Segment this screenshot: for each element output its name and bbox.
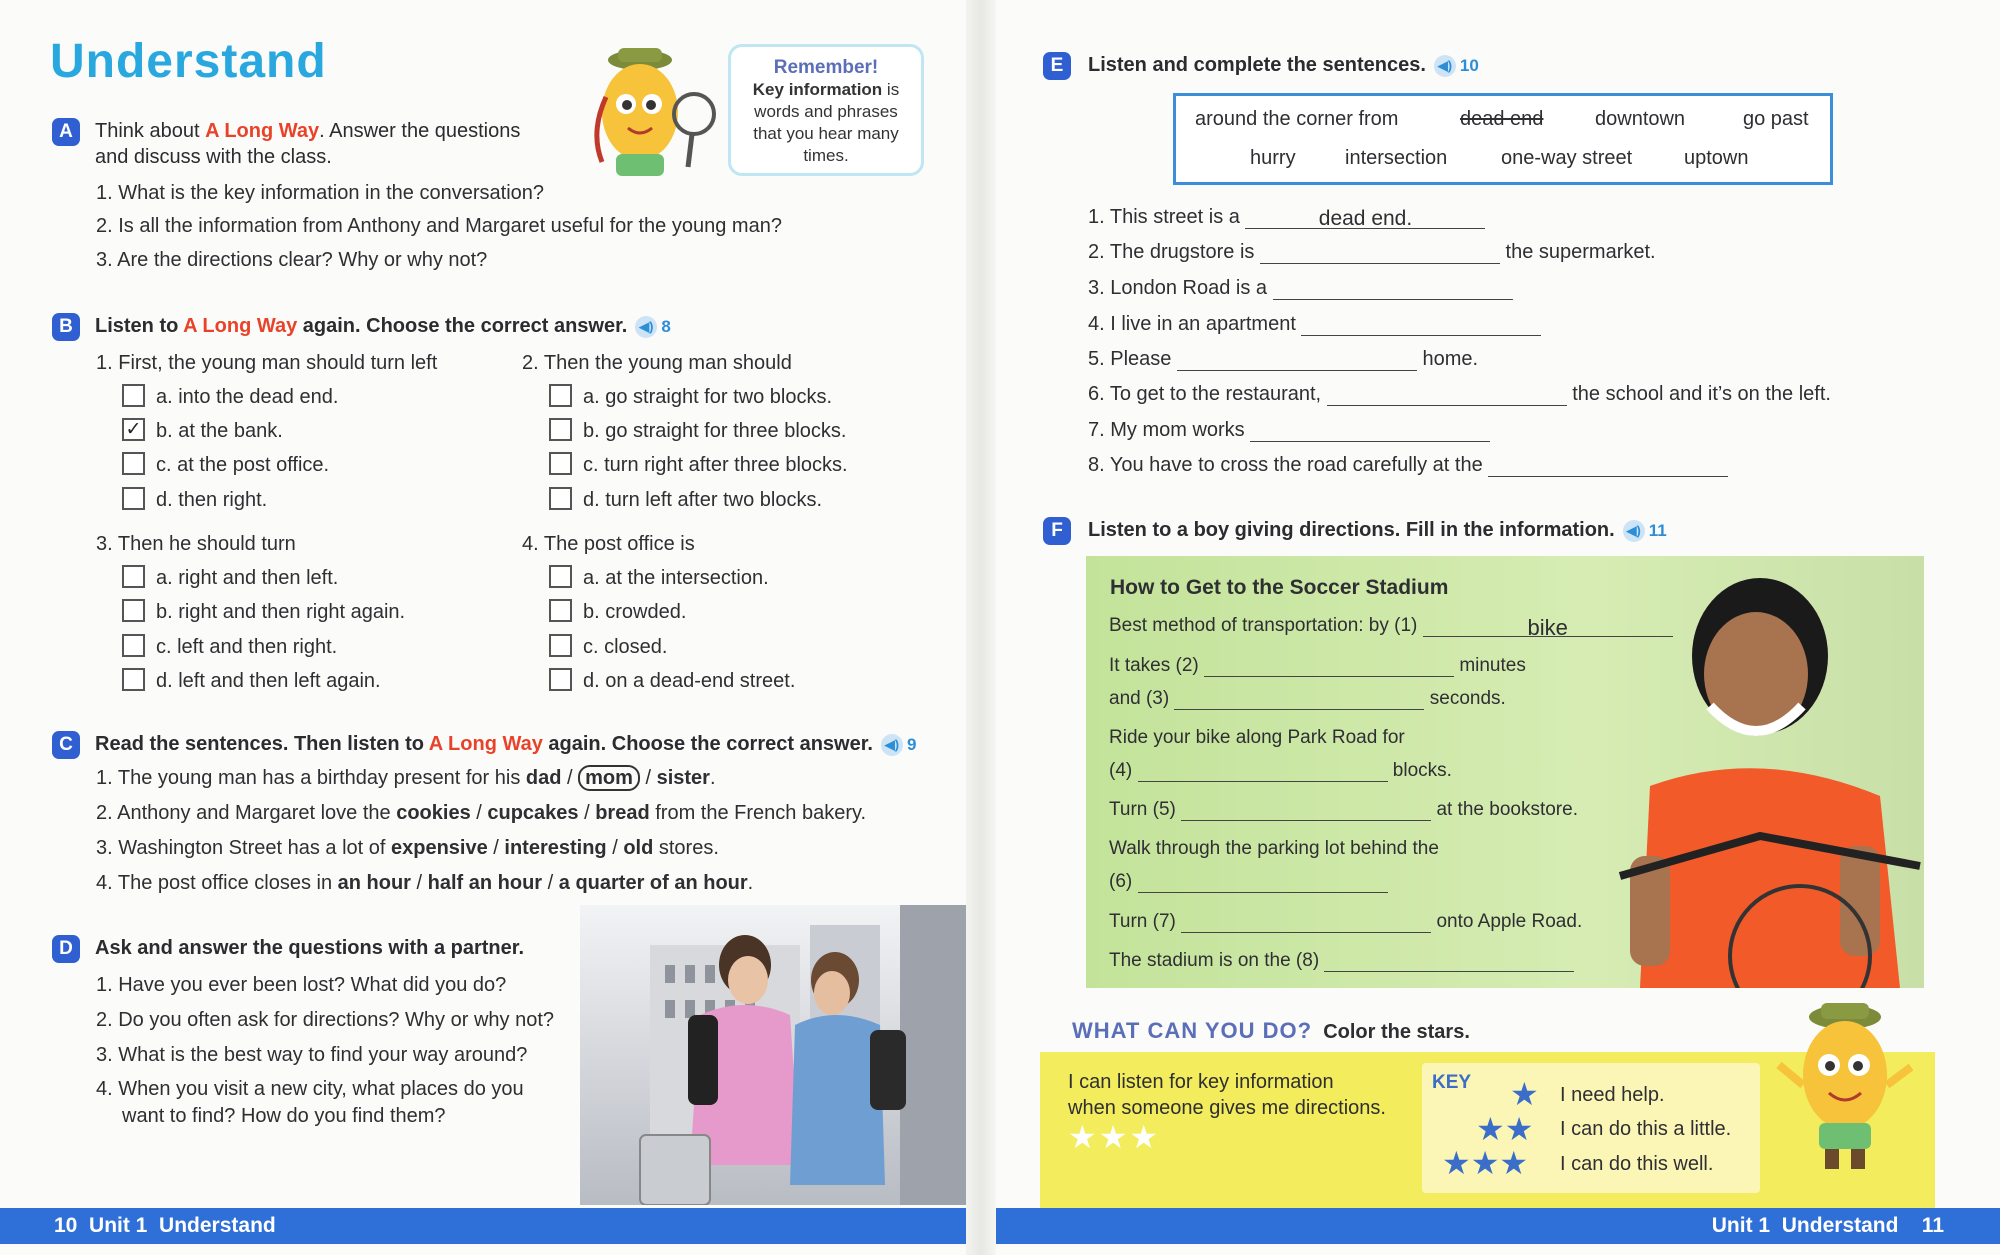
page-number: 10 (54, 1214, 78, 1237)
speaker-icon: ◀) (881, 734, 903, 756)
answer-blank[interactable]: bike (1423, 615, 1673, 637)
audio-track-8[interactable]: ◀) 8 (635, 316, 670, 338)
f-line-10: The stadium is on the (8) (1109, 950, 1574, 972)
word-bank-item: uptown (1684, 147, 1749, 169)
option-text: b. at the bank. (156, 420, 283, 442)
key-2: I can do this a little. (1560, 1118, 1732, 1140)
word-bank-item: around the corner from (1195, 108, 1399, 130)
remember-box (728, 44, 924, 176)
checkbox[interactable] (549, 384, 572, 407)
star-icon: ★ (1510, 1076, 1539, 1112)
badge-e: E (1043, 52, 1071, 80)
badge-c: C (52, 731, 80, 759)
f-line-2: It takes (2) minutes (1109, 655, 1526, 676)
word-bank (1173, 93, 1833, 185)
a-item-1: 1. What is the key information in the conversation? (96, 182, 545, 204)
b-q4-stem: 4. The post office is (522, 533, 695, 555)
section-e-heading: Listen and complete the sentences. ◀) 10 (1088, 54, 1479, 76)
e-item-5: 5. Please home. (1088, 348, 1479, 370)
checkbox[interactable] (549, 487, 572, 510)
option-text: c. turn right after three blocks. (583, 454, 848, 476)
answer-blank[interactable] (1204, 659, 1454, 677)
audio-track-11[interactable]: ◀) 11 (1623, 520, 1667, 542)
f-line-5: (4) blocks. (1109, 760, 1452, 781)
answer-blank[interactable] (1260, 246, 1500, 264)
audio-track-9[interactable]: ◀) 9 (881, 734, 916, 756)
remember-heading: Remember! (773, 57, 879, 78)
page-number: 11 (1921, 1214, 1944, 1237)
c-sentence-2: 2. Anthony and Margaret love the cookies / cupcakes / bread from the French bakery. (96, 802, 867, 824)
e-item-6: 6. To get to the restaurant, the school and it’s on the left. (1088, 383, 1831, 405)
d-item-2: 2. Do you often ask for directions? Why or why not? (96, 1009, 554, 1031)
checkbox[interactable] (122, 668, 145, 691)
speaker-icon: ◀) (1434, 55, 1456, 77)
choice[interactable]: cupcakes (487, 802, 579, 824)
checkbox[interactable]: ✓ (122, 418, 145, 441)
section-c-heading: Read the sentences. Then listen to A Long Way again. Choose the correct answer. ◀) 9 (95, 733, 917, 755)
e-item-2: 2. The drugstore is the supermarket. (1088, 241, 1656, 263)
f-line-4: Ride your bike along Park Road for (1109, 727, 1405, 748)
e-item-7: 7. My mom works (1088, 419, 1490, 442)
word-bank-item: hurry (1250, 147, 1296, 169)
f-line-7: Walk through the parking lot behind the (1109, 838, 1439, 859)
checkbox[interactable] (549, 452, 572, 475)
b-q2-stem: 2. Then the young man should (522, 352, 792, 374)
badge-a: A (52, 118, 80, 146)
answer-blank[interactable]: dead end. (1245, 207, 1485, 229)
footer-left-text (54, 1214, 276, 1238)
f-line-8: (6) (1109, 871, 1388, 893)
footer-section: Understand (1781, 1214, 1899, 1237)
choice[interactable]: old (623, 837, 654, 859)
d-item-1: 1. Have you ever been lost? What did you do? (96, 974, 507, 996)
mascot-illustration (580, 42, 720, 192)
e-item-3: 3. London Road is a (1088, 277, 1513, 300)
remember-text: is words and phrases that you hear many times. (753, 80, 900, 165)
section-d-heading: Ask and answer the questions with a partner. (95, 937, 524, 959)
f-line-1: Best method of transportation: by (1) bike (1109, 615, 1673, 637)
choice-circled[interactable]: mom (578, 765, 640, 791)
d-item-3: 3. What is the best way to find your way around? (96, 1044, 528, 1066)
footer-section: Understand (159, 1214, 276, 1237)
option-text: d. left and then left again. (156, 670, 381, 692)
choice[interactable]: dad (525, 767, 562, 789)
d-item-4-cont: want to find? How do you find them? (122, 1105, 446, 1127)
answer-blank[interactable] (1181, 803, 1431, 821)
mascot-illustration (1775, 995, 1915, 1175)
badge-d: D (52, 935, 80, 963)
e-item-1: 1. This street is a dead end. (1088, 206, 1485, 229)
key-3: I can do this well. (1560, 1153, 1714, 1175)
option-text: c. left and then right. (156, 636, 338, 658)
section-a-heading: Think about A Long Way. Answer the questions (95, 120, 521, 142)
option-text: a. right and then left. (156, 567, 339, 589)
key-label: KEY (1432, 1072, 1472, 1093)
footer-right-text (1712, 1214, 1944, 1238)
option-text: b. right and then right again. (156, 601, 406, 623)
answer-blank[interactable] (1324, 954, 1574, 972)
a-item-3: 3. Are the directions clear? Why or why not? (96, 249, 488, 271)
answer-blank[interactable] (1327, 388, 1567, 406)
city-photo (580, 905, 966, 1205)
option-text: d. turn left after two blocks. (583, 489, 822, 511)
checkbox[interactable] (549, 668, 572, 691)
remember-bold: Key information (752, 80, 883, 99)
badge-b: B (52, 313, 80, 341)
c-sentence-3: 3. Washington Street has a lot of expensive / interesting / old stores. (96, 837, 719, 859)
checkbox[interactable] (549, 599, 572, 622)
color-stars[interactable]: ★★★ (1068, 1119, 1161, 1155)
star-icon: ★★★ (1442, 1145, 1529, 1181)
b-q1-stem: 1. First, the young man should turn left (96, 352, 438, 374)
stadium-box-title: How to Get to the Soccer Stadium (1110, 576, 1449, 599)
a-item-2: 2. Is all the information from Anthony and Margaret useful for the young man? (96, 215, 782, 237)
speaker-icon: ◀) (635, 316, 657, 338)
checkbox[interactable] (122, 384, 145, 407)
word-bank-item-used: dead end (1460, 108, 1544, 130)
word-bank-item: downtown (1595, 108, 1686, 130)
e-item-4: 4. I live in an apartment (1088, 313, 1541, 336)
f-line-6: Turn (5) at the bookstore. (1109, 799, 1578, 820)
choice[interactable]: interesting (504, 837, 607, 859)
wcyd-heading: WHAT CAN YOU DO? Color the stars. (1072, 1018, 1470, 1043)
word-bank-item: intersection (1345, 147, 1448, 169)
checkbox[interactable] (549, 418, 572, 441)
word-bank-item: one-way street (1501, 147, 1633, 169)
option-text: a. at the intersection. (583, 567, 769, 589)
page-title: Understand (50, 35, 327, 88)
checkbox[interactable] (122, 634, 145, 657)
e-item-8: 8. You have to cross the road carefully at the (1088, 454, 1728, 477)
answer-blank[interactable] (1273, 282, 1513, 300)
option-text: a. go straight for two blocks. (583, 386, 833, 408)
checkbox[interactable] (122, 452, 145, 475)
section-b-heading: Listen to A Long Way again. Choose the correct answer. ◀) 8 (95, 315, 671, 337)
checkbox[interactable] (122, 487, 145, 510)
answer-blank[interactable] (1177, 353, 1417, 371)
option-text: a. into the dead end. (156, 386, 339, 408)
answer-blank[interactable] (1301, 318, 1541, 336)
checkbox[interactable] (549, 565, 572, 588)
option-text: d. on a dead-end street. (583, 670, 796, 692)
option-text: d. then right. (156, 489, 268, 511)
option-text: c. at the post office. (156, 454, 330, 476)
answer-blank[interactable] (1138, 875, 1388, 893)
word-bank-item: go past (1743, 108, 1809, 130)
badge-f: F (1043, 517, 1071, 545)
c-sentence-4: 4. The post office closes in an hour / half an hour / a quarter of an hour. (96, 872, 754, 894)
checkbox[interactable] (549, 634, 572, 657)
answer-blank[interactable] (1488, 459, 1728, 477)
can-do-line-1: I can listen for key information (1068, 1071, 1334, 1093)
option-text: b. go straight for three blocks. (583, 420, 847, 442)
f-line-3: and (3) seconds. (1109, 688, 1506, 709)
star-icon: ★★ (1476, 1111, 1534, 1147)
d-item-4: 4. When you visit a new city, what places do you (96, 1078, 524, 1100)
choice[interactable]: bread (595, 802, 650, 824)
answer-blank[interactable] (1181, 915, 1431, 933)
audio-track-10[interactable]: ◀) 10 (1434, 55, 1479, 77)
checkbox[interactable] (122, 599, 145, 622)
section-a-heading-line2: and discuss with the class. (95, 146, 332, 168)
option-text: c. closed. (583, 636, 668, 658)
key-1: I need help. (1560, 1084, 1665, 1106)
b-q3-stem: 3. Then he should turn (96, 533, 296, 555)
section-f-heading: Listen to a boy giving directions. Fill in the information. ◀) 11 (1088, 519, 1667, 541)
option-text: b. crowded. (583, 601, 687, 623)
checkbox[interactable] (122, 565, 145, 588)
answer-blank[interactable] (1174, 692, 1424, 710)
choice[interactable]: expensive (390, 837, 488, 859)
answer-blank[interactable] (1138, 764, 1388, 782)
c-sentence-1: 1. The young man has a birthday present for his dad / mom / sister. (96, 767, 716, 789)
page-gutter (966, 0, 996, 1255)
footer-unit: Unit 1 (1711, 1214, 1771, 1237)
choice[interactable]: half an hour (427, 872, 543, 894)
answer-blank[interactable] (1250, 424, 1490, 442)
f-line-9: Turn (7) onto Apple Road. (1109, 911, 1583, 932)
choice[interactable]: sister (656, 767, 710, 789)
choice[interactable]: an hour (337, 872, 411, 894)
choice[interactable]: cookies (396, 802, 471, 824)
choice[interactable]: a quarter of an hour (558, 872, 748, 894)
footer-unit: Unit 1 (89, 1214, 148, 1237)
speaker-icon: ◀) (1623, 520, 1645, 542)
can-do-line-2: when someone gives me directions. (1068, 1097, 1386, 1119)
